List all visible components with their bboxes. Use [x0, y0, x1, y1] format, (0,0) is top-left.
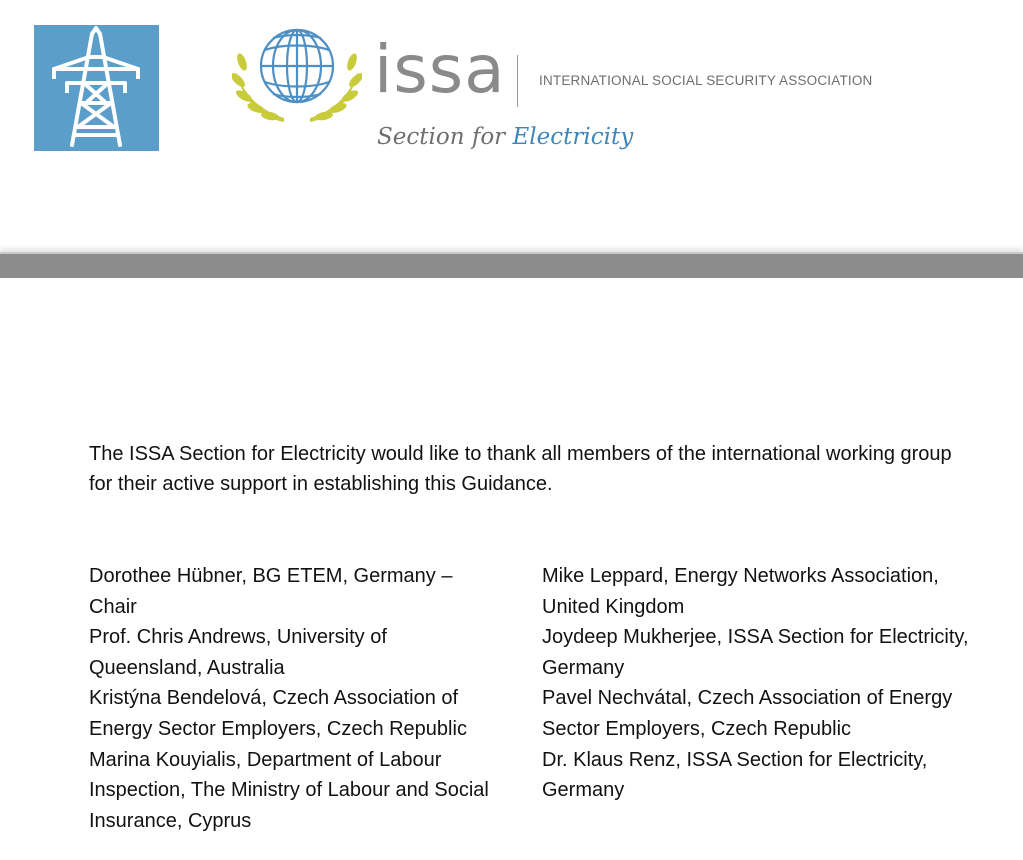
- list-item: Kristýna Bendelová, Czech Association of Energy Sector Employers, Czech Republic: [89, 687, 467, 740]
- list-item: Marina Kouyialis, Department of Labour Inspection, The Ministry of Labour and Social Insurance, Cyprus: [89, 748, 489, 832]
- acknowledgement-intro: The ISSA Section for Electricity would like to thank all members of the international working group for their active support in establishing this Guidance.: [89, 443, 952, 495]
- org-full-name: INTERNATIONAL SOCIAL SECURITY ASSOCIATION: [539, 73, 873, 88]
- members-list-left: [89, 561, 499, 836]
- list-item: Pavel Nechvátal, Czech Association of Energy Sector Employers, Czech Republic: [542, 687, 953, 740]
- members-list-right: [542, 561, 982, 806]
- logo-divider: [517, 55, 518, 107]
- globe-laurel-icon: [232, 22, 362, 130]
- list-item: Dorothee Hübner, BG ETEM, Germany – Chair: [89, 565, 453, 618]
- list-item: Mike Leppard, Energy Networks Association, United Kingdom: [542, 565, 939, 618]
- section-tile: [34, 25, 159, 151]
- header-divider-band: [0, 252, 1023, 278]
- list-item: Prof. Chris Andrews, University of Queensland, Australia: [89, 626, 387, 679]
- section-prefix: Section for: [377, 124, 506, 150]
- list-item: Joydeep Mukherjee, ISSA Section for Electricity, Germany: [542, 626, 969, 679]
- section-title: [377, 124, 633, 150]
- issa-wordmark: issa: [374, 31, 506, 108]
- transmission-tower-icon: [34, 25, 159, 151]
- section-name: Electricity: [512, 124, 634, 150]
- list-item: Dr. Klaus Renz, ISSA Section for Electricity, Germany: [542, 748, 928, 802]
